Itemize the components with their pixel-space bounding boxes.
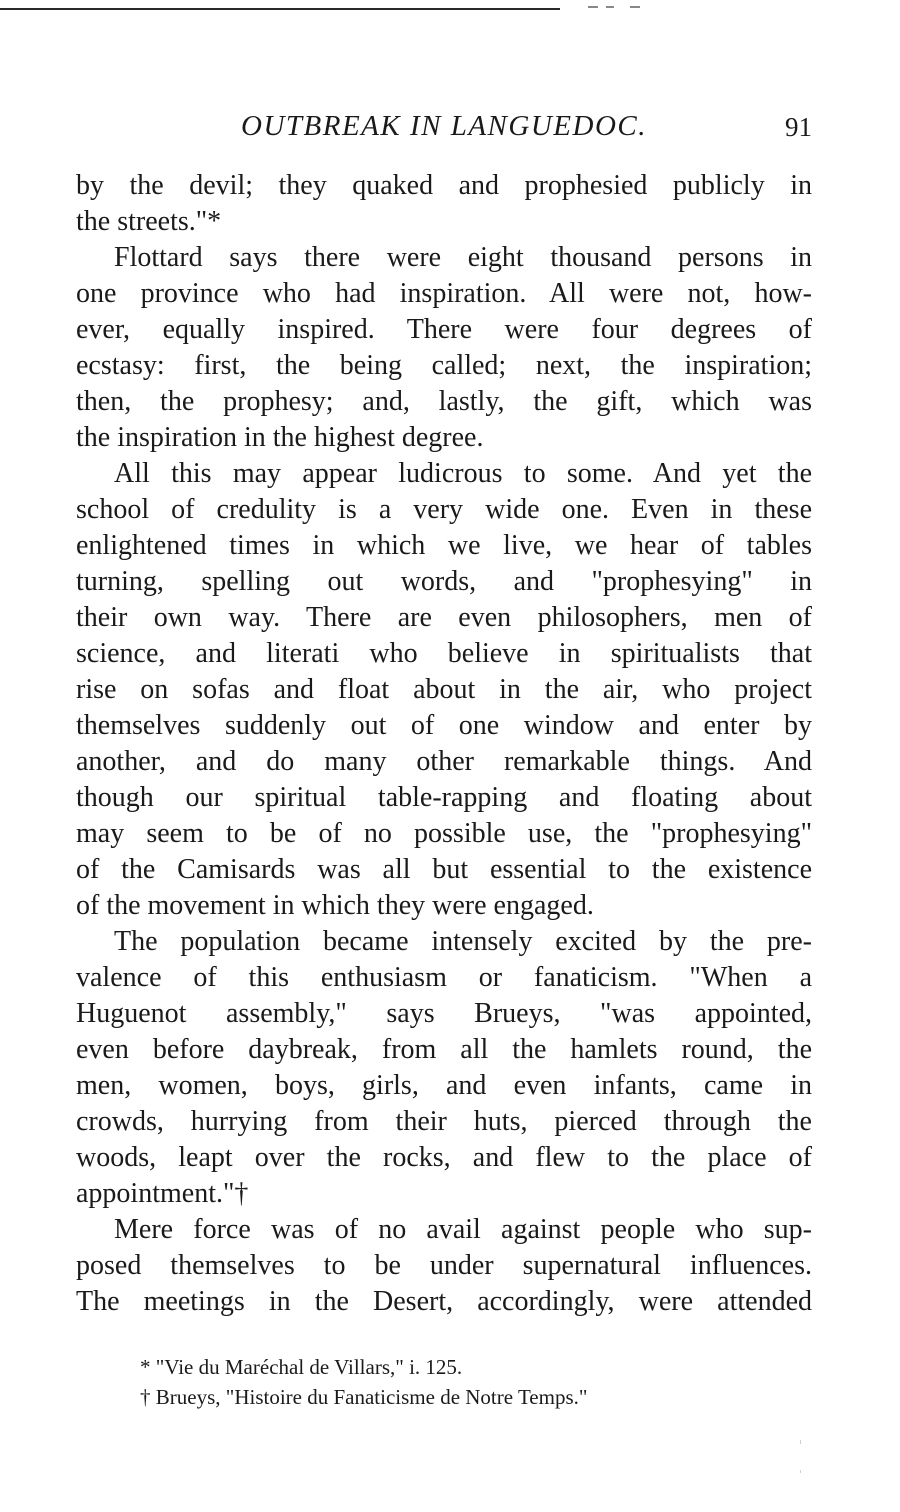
- top-rule-fragment: [630, 6, 640, 8]
- text-line: of the Camisards was all but essential to the existence: [76, 854, 812, 885]
- text-line: woods, leapt over the rocks, and flew to the place of: [76, 1142, 812, 1173]
- top-rule-fragment: [606, 6, 614, 8]
- body-text: [76, 168, 812, 1320]
- footnote: † Brueys, "Histoire du Fanaticisme de Notre Temps.": [140, 1385, 588, 1409]
- scan-speck: [800, 1440, 801, 1444]
- text-line: by the devil; they quaked and prophesied publicly in: [76, 170, 812, 201]
- text-line: the inspiration in the highest degree.: [76, 422, 484, 453]
- text-line: another, and do many other remarkable things. And: [76, 746, 812, 777]
- text-line: Huguenot assembly," says Brueys, "was appointed,: [76, 998, 812, 1029]
- text-line: All this may appear ludicrous to some. And yet the: [114, 458, 812, 489]
- text-line: one province who had inspiration. All were not, how-: [76, 278, 812, 309]
- text-line: posed themselves to be under supernatural influences.: [76, 1250, 812, 1281]
- top-rule-fragment: [588, 6, 598, 8]
- page-number: 91: [785, 112, 812, 142]
- text-line: of the movement in which they were engaged.: [76, 890, 594, 921]
- running-head: [76, 110, 812, 150]
- text-line: enlightened times in which we live, we hear of tables: [76, 530, 812, 561]
- footnotes: [140, 1352, 820, 1412]
- text-line: Flottard says there were eight thousand persons in: [114, 242, 812, 273]
- text-line: science, and literati who believe in spiritualists that: [76, 638, 812, 669]
- top-rule: [0, 8, 560, 10]
- text-line: The meetings in the Desert, accordingly, were attended: [76, 1286, 812, 1317]
- text-line: school of credulity is a very wide one. Even in these: [76, 494, 812, 525]
- text-line: their own way. There are even philosophers, men of: [76, 602, 812, 633]
- text-line: valence of this enthusiasm or fanaticism. "When a: [76, 962, 812, 993]
- text-line: may seem to be of no possible use, the "prophesying": [76, 818, 812, 849]
- text-line: men, women, boys, girls, and even infants, came in: [76, 1070, 812, 1101]
- text-line: crowds, hurrying from their huts, pierced through the: [76, 1106, 812, 1137]
- text-line: themselves suddenly out of one window and enter by: [76, 710, 812, 741]
- text-line: even before daybreak, from all the hamlets round, the: [76, 1034, 812, 1065]
- text-line: then, the prophesy; and, lastly, the gift, which was: [76, 386, 812, 417]
- text-line: rise on sofas and float about in the air, who project: [76, 674, 812, 705]
- footnote: * "Vie du Maréchal de Villars," i. 125.: [140, 1355, 463, 1379]
- text-line: turning, spelling out words, and "prophesying" in: [76, 566, 812, 597]
- running-title: OUTBREAK IN LANGUEDOC.: [241, 110, 647, 142]
- scan-speck: [800, 1470, 801, 1473]
- text-line: ever, equally inspired. There were four degrees of: [76, 314, 812, 345]
- text-line: appointment."†: [76, 1178, 249, 1209]
- text-line: The population became intensely excited by the pre-: [114, 926, 812, 957]
- text-line: though our spiritual table-rapping and floating about: [76, 782, 812, 813]
- text-line: the streets."*: [76, 206, 222, 237]
- text-line: Mere force was of no avail against people who sup-: [114, 1214, 812, 1245]
- text-line: ecstasy: first, the being called; next, the inspiration;: [76, 350, 812, 381]
